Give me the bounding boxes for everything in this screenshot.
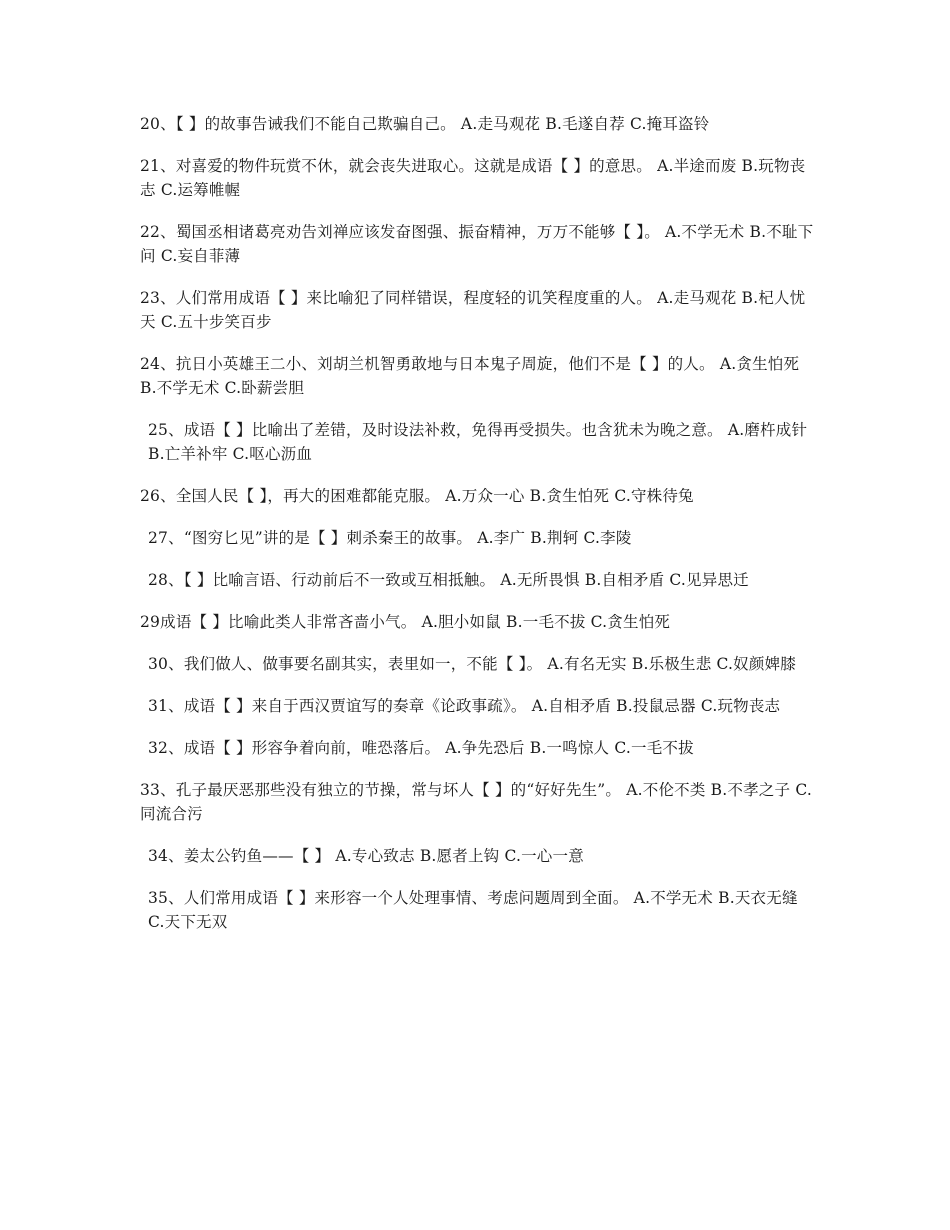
question-35: 35、人们常用成语【 】来形容一个人处理事情、考虑问题周到全面。 A.不学无术 B.天衣无缝 C.天下无双 (148, 889, 798, 931)
question-22: 22、蜀国丞相诸葛亮劝告刘禅应该发奋图强、振奋精神，万万不能够【 】。 A.不学无术 B.不耻下问 C.妄自菲薄 (140, 223, 814, 265)
question-24: 24、抗日小英雄王二小、刘胡兰机智勇敢地与日本鬼子周旋，他们不是【 】的人。 A.贪生怕死 B.不学无术 C.卧薪尝胆 (140, 355, 800, 397)
question-21: 21、对喜爱的物件玩赏不休，就会丧失进取心。这就是成语【 】的意思。 A.半途而废 B.玩物丧志 C.运筹帷幄 (140, 157, 806, 199)
question-23: 23、人们常用成语【 】来比喻犯了同样错误，程度轻的讥笑程度重的人。 A.走马观花 B.杞人忧天 C.五十步笑百步 (140, 289, 806, 331)
question-33: 33、孔子最厌恶那些没有独立的节操，常与坏人【 】的“好好先生”。 A.不伦不类 B.不孝之子 C.同流合污 (140, 781, 812, 823)
question-27: 27、“图穷匕见”讲的是【 】刺杀秦王的故事。 A.李广 B.荆轲 C.李陵 (148, 529, 632, 547)
question-20: 20、【 】的故事告诫我们不能自己欺骗自己。 A.走马观花 B.毛遂自荐 C.掩耳盗铃 (140, 115, 710, 133)
question-31: 31、成语【 】来自于西汉贾谊写的奏章《论政事疏》。 A.自相矛盾 B.投鼠忌器 C.玩物丧志 (148, 697, 781, 715)
question-34: 34、姜太公钓鱼——【 】 A.专心致志 B.愿者上钩 C.一心一意 (148, 847, 584, 865)
question-25: 25、成语【 】比喻出了差错，及时设法补救，免得再受损失。也含犹未为晚之意。 A.磨杵成针 B.亡羊补牢 C.呕心沥血 (148, 421, 808, 463)
question-28: 28、【 】比喻言语、行动前后不一致或互相抵触。 A.无所畏惧 B.自相矛盾 C.见异思迁 (148, 571, 749, 589)
question-list (140, 112, 816, 952)
question-32: 32、成语【 】形容争着向前，唯恐落后。 A.争先恐后 B.一鸣惊人 C.一毛不拔 (148, 739, 694, 757)
question-29: 29成语【 】比喻此类人非常吝啬小气。 A.胆小如鼠 B.一毛不拔 C.贪生怕死 (140, 613, 671, 631)
question-26: 26、全国人民【 】，再大的困难都能克服。 A.万众一心 B.贪生怕死 C.守株待兔 (140, 487, 694, 505)
question-30: 30、我们做人、做事要名副其实，表里如一，不能【 】。 A.有名无实 B.乐极生悲 C.奴颜婢膝 (148, 655, 796, 673)
